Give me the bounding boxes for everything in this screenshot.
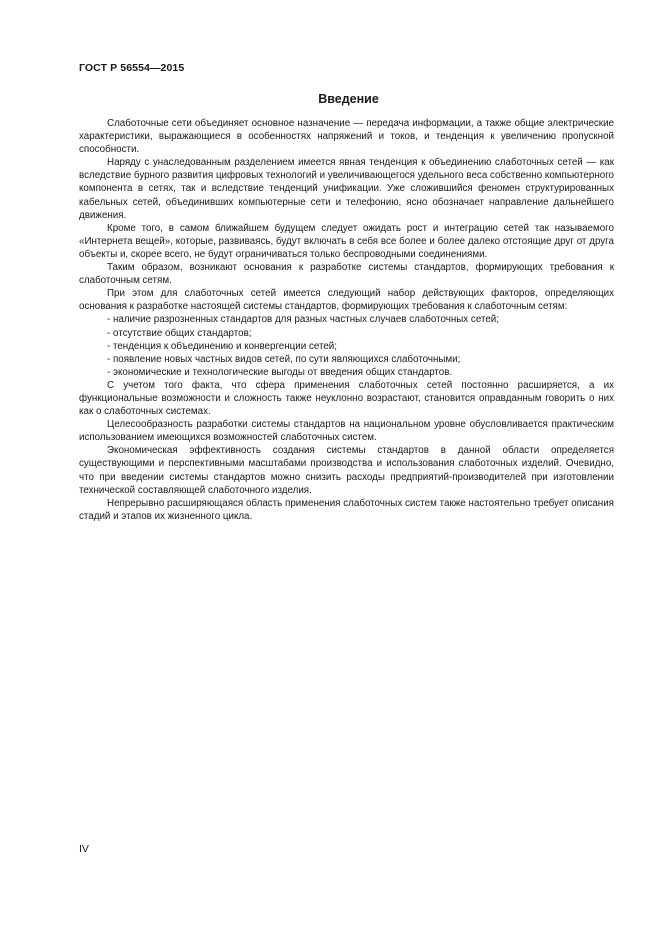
- standard-code: ГОСТ Р 56554—2015: [79, 62, 185, 74]
- paragraph-7: Целесообразность разработки системы стандартов на национальном уровне обусловливается практическим использованием имеющихся возможностей слаботочных систем.: [79, 419, 614, 444]
- paragraph-6: С учетом того факта, что сфера применения слаботочных сетей постоянно расширяется, а их функциональные возможности и сложность также неуклонно возрастают, становится оправданным говорить о них как о слаботочных системах.: [79, 379, 614, 418]
- factor-item: - появление новых частных видов сетей, по сути являющихся слаботочными;: [107, 353, 461, 365]
- factor-item: - экономические и технологические выгоды от введения общих стандартов.: [107, 366, 453, 378]
- paragraph-1: Слаботочные сети объединяет основное назначение — передача информации, а также общие электрические характеристики, выражающиеся в особенностях напряжений и токов, и тенденция к увеличению пропускной способности.: [79, 118, 614, 156]
- document-body: [79, 117, 614, 523]
- factors-list: [79, 313, 614, 378]
- factor-item: - наличие разрозненных стандартов для разных частных случаев слаботочных сетей;: [107, 314, 499, 326]
- paragraph-5: При этом для слаботочных сетей имеется следующий набор действующих факторов, определяющих основания к разработке настоящей системы стандартов, формирующих требования к слаботочным сетям:: [79, 288, 614, 313]
- section-title: Введение: [318, 92, 379, 106]
- paragraph-9: Непрерывно расширяющаяся область применения слаботочных систем также настоятельно требует описания стадий и этапов их жизненного цикла.: [79, 497, 614, 522]
- paragraph-4: Таким образом, возникают основания к разработке системы стандартов, формирующих требования к слаботочным сетям.: [79, 262, 614, 287]
- paragraph-8: Экономическая эффективность создания системы стандартов в данной области определяется существующими и перспективными масштабами производства и использования слаботочных изделий. Очевидно, что при введении системы стандартов можно снизить расходы предприятий-производителей при изготовлении технической составляющей слаботочного изделия.: [79, 445, 614, 496]
- factor-item: - тенденция к объединению и конвергенции сетей;: [107, 340, 337, 352]
- paragraph-3: Кроме того, в самом ближайшем будущем следует ожидать рост и интеграцию сетей так называемого «Интернета вещей», которые, развиваясь, будут включать в себя все более и более далеко отстоящие друг от друга объекты и, скорее всего, не будут ограничиваться только беспроводными соединениями.: [79, 222, 614, 260]
- page-number: IV: [79, 843, 89, 855]
- paragraph-2: Наряду с унаследованным разделением имеется явная тенденция к объединению слаботочных сетей — как вследствие бурного развития цифровых технологий и увеличивающегося удельного веса собственно компьютерного компонента в сетях, так и вследствие тенденций унификации. Уже сложившийся феномен структурированных кабельных сетей, объединивших компьютерные сети и телефонию, ясно обозначает направление дальнейшего движения.: [79, 157, 614, 221]
- factor-item: - отсутствие общих стандартов;: [107, 327, 252, 339]
